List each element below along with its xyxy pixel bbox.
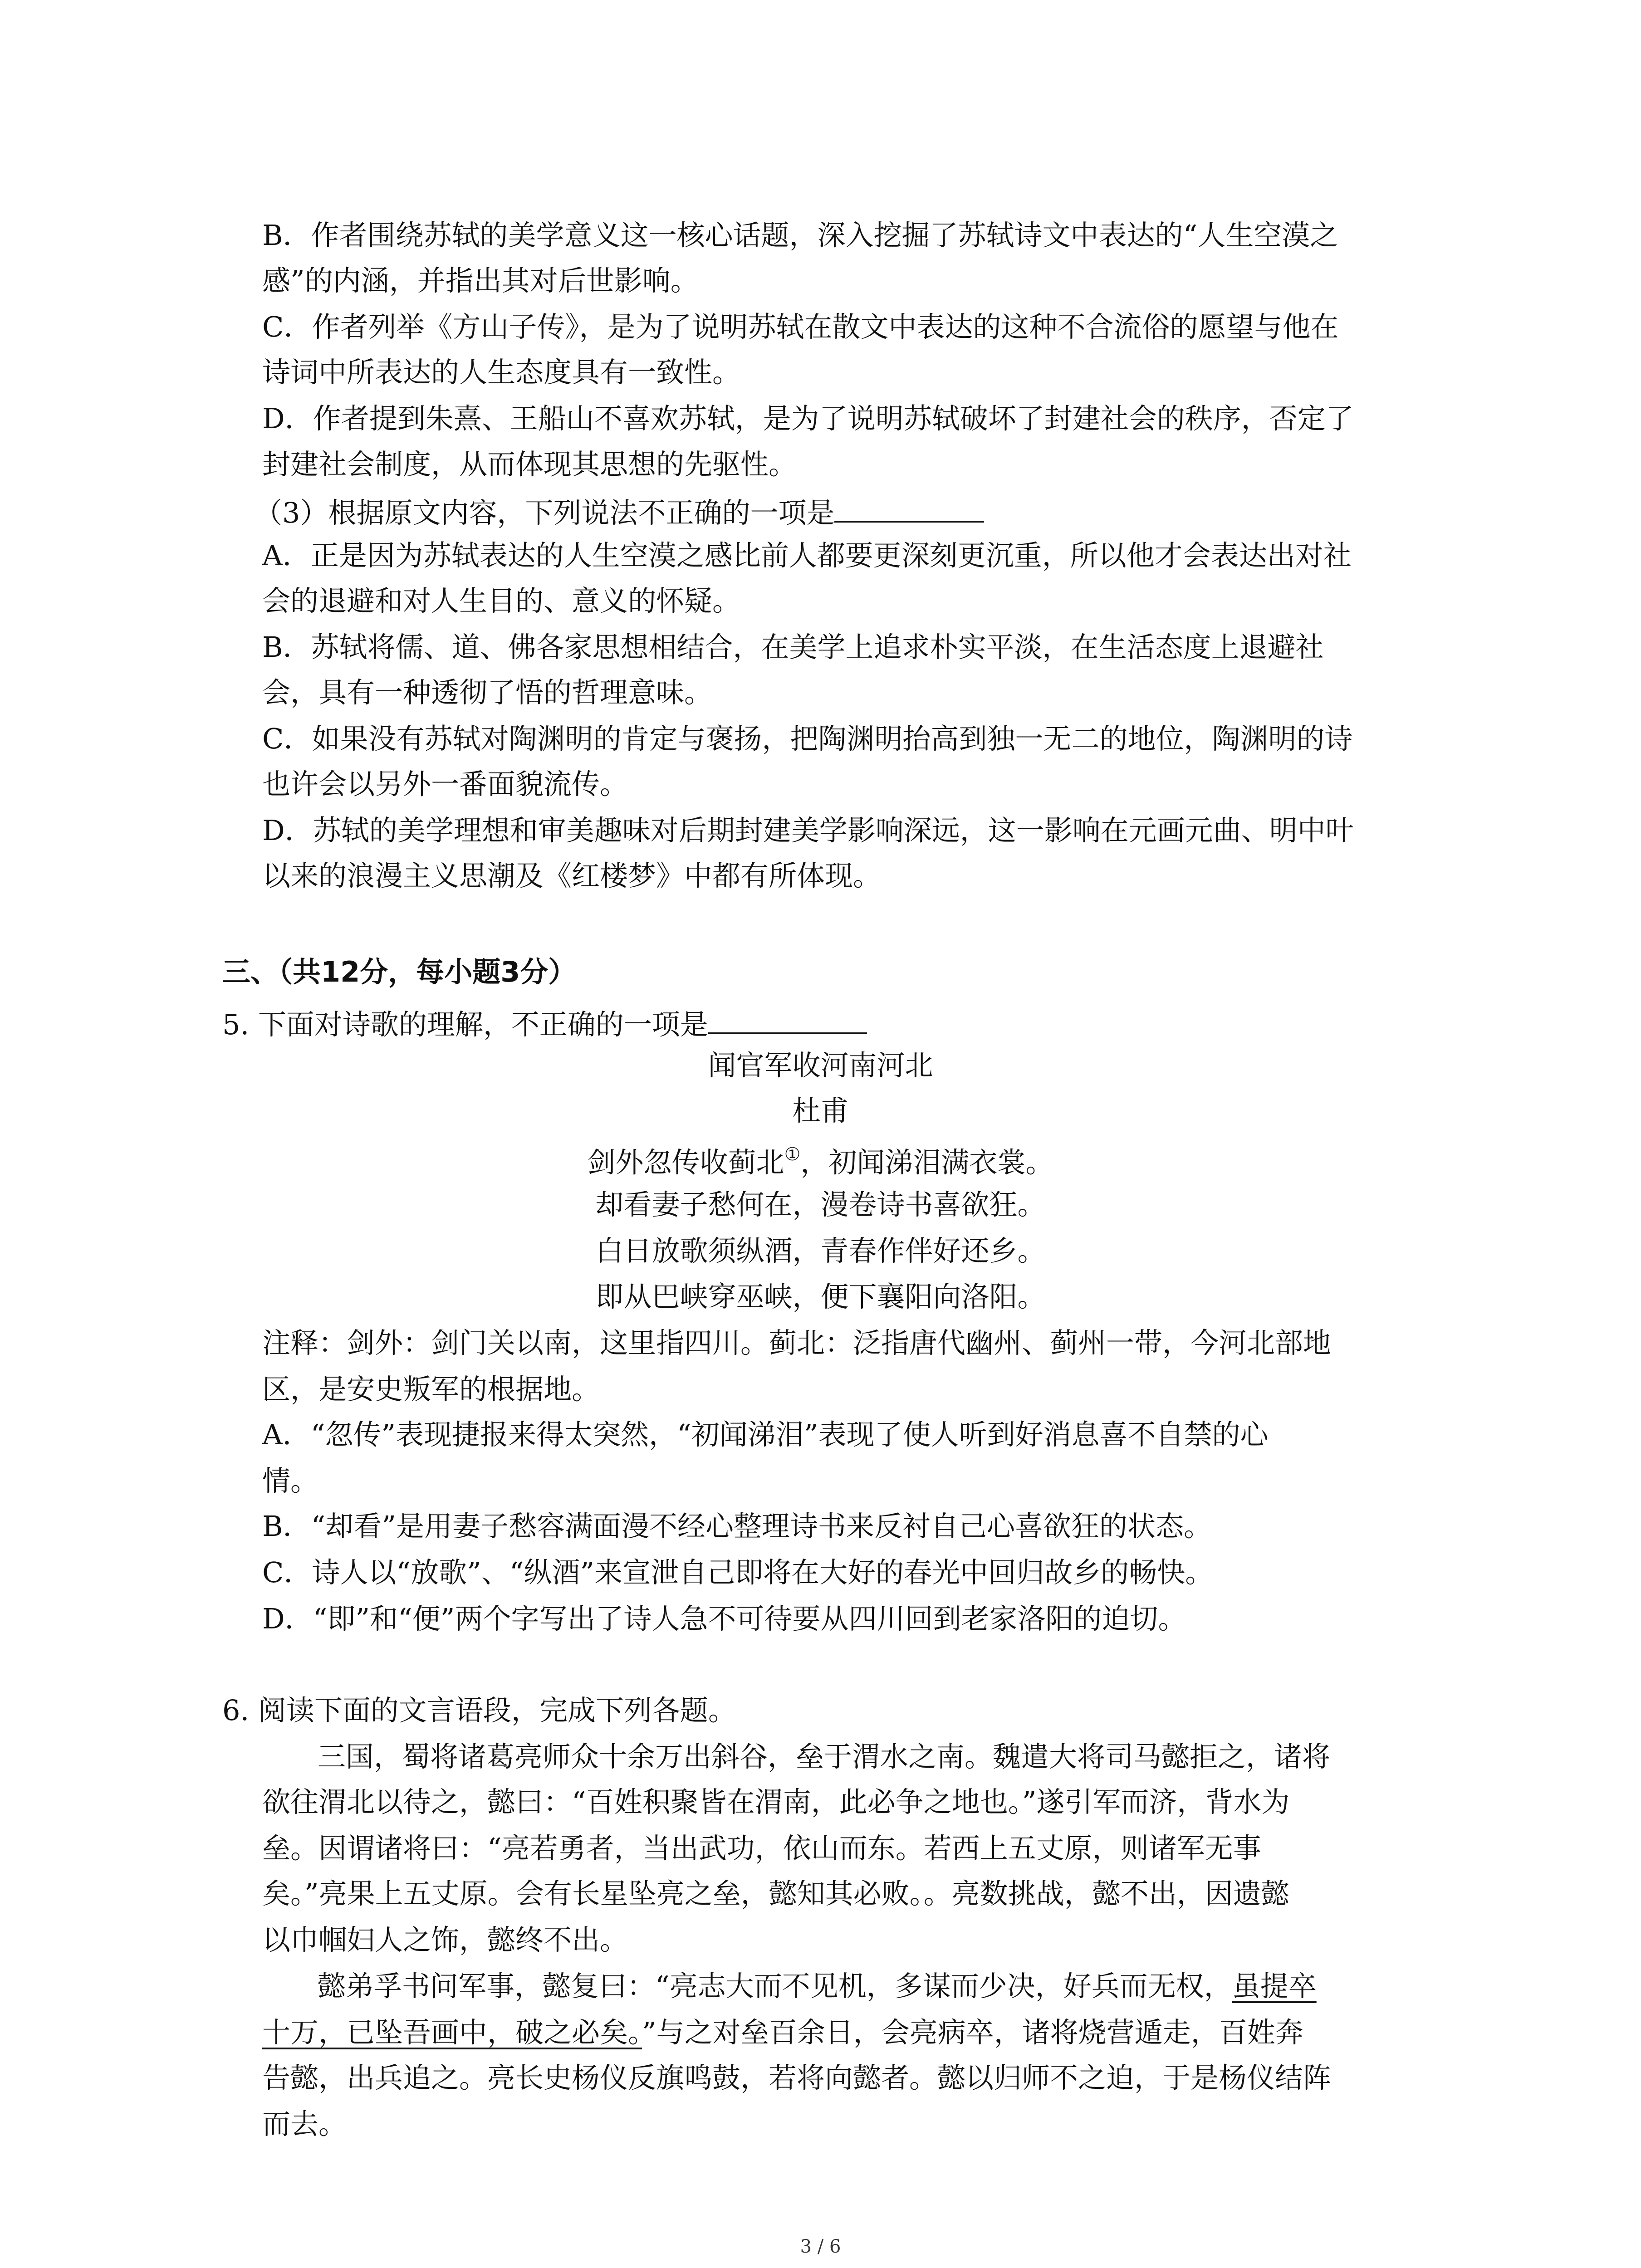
q5-option-a-line2: 情。 — [262, 1464, 319, 1497]
passage-p1-line3: 垒。因谓诸将曰：“亮若勇者，当出武功，依山而东。若西上五丈原，则诸军无事 — [262, 1832, 1261, 1865]
section-header: 三、（共12分，每小题3分） — [222, 955, 577, 988]
q4-option-d-line1: D．作者提到朱熹、王船山不喜欢苏轼，是为了说明苏轼破坏了封建社会的秩序，否定了 — [262, 402, 1354, 435]
q4-3-option-d-line2: 以来的浪漫主义思潮及《红楼梦》中都有所体现。 — [262, 859, 882, 892]
q4-3-option-b-line1: B．苏轼将儒、道、佛各家思想相结合，在美学上追求朴实平淡，在生活态度上退避社 — [262, 631, 1324, 664]
passage-p2-line3: 告懿，出兵追之。亮长史杨仪反旗鸣鼓，若将向懿者。懿以归师不之迫，于是杨仪结阵 — [262, 2061, 1332, 2094]
page-number: 3 / 6 — [800, 2236, 841, 2257]
poem-line-4: 即从巴峡穿巫峡，便下襄阳向洛阳。 — [595, 1280, 1046, 1313]
q4-option-d-line2: 封建社会制度，从而体现其思想的先驱性。 — [262, 448, 797, 481]
underlined-sentence: 十万，已坠吾画中，破之必矣。 — [262, 2016, 642, 2049]
passage-p2-line1: 懿弟孚书问军事，懿复曰：“亮志大而不见机，多谋而少决，好兵而无权，虽提卒 — [318, 1970, 1317, 2003]
q5-option-b: B．“却看”是用妻子愁容满面漫不经心整理诗书来反衬自己心喜欲狂的状态。 — [262, 1510, 1212, 1543]
q4-option-c-line1: C．作者列举《方山子传》，是为了说明苏轼在散文中表达的这种不合流俗的愿望与他在 — [262, 310, 1339, 343]
q4-3-option-c-line1: C．如果没有苏轼对陶渊明的肯定与褒扬，把陶渊明抬高到独一无二的地位，陶渊明的诗 — [262, 722, 1353, 755]
answer-blank — [834, 495, 984, 523]
passage-p2-line2: 十万，已坠吾画中，破之必矣。”与之对垒百余日，会亮病卒，诸将烧营遁走，百姓奔 — [262, 2016, 1303, 2049]
q4-option-c-line2: 诗词中所表达的人生态度具有一致性。 — [262, 356, 741, 389]
poem-author: 杜甫 — [792, 1094, 849, 1127]
poem-line-2: 却看妻子愁何在，漫卷诗书喜欲狂。 — [595, 1188, 1046, 1221]
q4-3-option-b-line2: 会，具有一种透彻了悟的哲理意味。 — [262, 676, 713, 709]
passage-p1-line4: 矣。”亮果上五丈原。会有长星坠亮之垒，懿知其必败。。亮数挑战，懿不出，因遗懿 — [262, 1877, 1289, 1910]
passage-p1-line2: 欲往渭北以待之，懿曰：“百姓积聚皆在渭南，此必争之地也。”遂引军而济，背水为 — [262, 1785, 1290, 1818]
q5-option-a-line1: A．“忽传”表现捷报来得太突然，“初闻涕泪”表现了使人听到好消息喜不自禁的心 — [262, 1418, 1269, 1451]
underlined-sentence: 虽提卒 — [1232, 1970, 1317, 2003]
passage-p2-line4: 而去。 — [262, 2107, 347, 2141]
poem-note-line1: 注释：剑外：剑门关以南，这里指四川。蓟北：泛指唐代幽州、蓟州一带，今河北部地 — [262, 1326, 1332, 1359]
poem-note-line2: 区，是安史叛军的根据地。 — [262, 1373, 600, 1406]
q4-3-option-d-line1: D．苏轼的美学理想和审美趣味对后期封建美学影响深远，这一影响在元画元曲、明中叶 — [262, 814, 1354, 847]
poem-title: 闻官军收河南河北 — [708, 1049, 933, 1082]
poem-line-3: 白日放歌须纵酒，青春作伴好还乡。 — [595, 1234, 1046, 1267]
answer-blank — [708, 1007, 867, 1034]
passage-p1-line5: 以巾帼妇人之饰，懿终不出。 — [262, 1923, 628, 1956]
q4-3-option-a-line2: 会的退避和对人生目的、意义的怀疑。 — [262, 584, 741, 617]
q5-stem: 5. 下面对诗歌的理解，不正确的一项是 — [222, 1007, 867, 1039]
poem-line-1: 剑外忽传收蓟北①，初闻涕泪满衣裳。 — [587, 1144, 1054, 1179]
q5-option-d: D．“即”和“便”两个字写出了诗人急不可待要从四川回到老家洛阳的迫切。 — [262, 1602, 1186, 1635]
q4-3-stem: （3）根据原文内容，下列说法不正确的一项是 — [254, 495, 984, 527]
q4-3-option-a-line1: A．正是因为苏轼表达的人生空漠之感比前人都要更深刻更沉重，所以他才会表达出对社 — [262, 539, 1352, 572]
q4-option-b-line1: B．作者围绕苏轼的美学意义这一核心话题，深入挖掘了苏轼诗文中表达的“人生空漠之 — [262, 219, 1338, 252]
q4-option-b-line2: 感”的内涵，并指出其对后世影响。 — [262, 264, 699, 297]
q5-option-c: C．诗人以“放歌”、“纵酒”来宣泄自己即将在大好的春光中回归故乡的畅快。 — [262, 1556, 1214, 1589]
footnote-marker: ① — [784, 1144, 801, 1165]
q4-3-option-c-line2: 也许会以另外一番面貌流传。 — [262, 767, 628, 801]
passage-p1-line1: 三国，蜀将诸葛亮师众十余万出斜谷，垒于渭水之南。魏遣大将司马懿拒之，诸将 — [318, 1740, 1331, 1773]
q6-stem: 6. 阅读下面的文言语段，完成下列各题。 — [222, 1694, 736, 1727]
